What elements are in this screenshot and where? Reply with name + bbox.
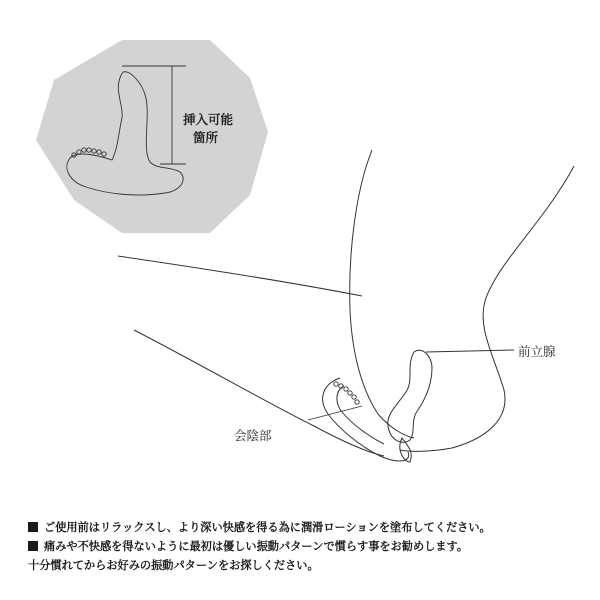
note-line-3	[28, 556, 588, 575]
perineum-label: 会陰部	[234, 428, 272, 443]
bullet-square-icon	[28, 541, 38, 551]
inset-panel	[36, 40, 268, 233]
bullet-square-icon	[28, 522, 38, 532]
note-text-3: 十分慣れてからお好みの振動パターンをお探しください。	[28, 559, 319, 572]
perineum-callout-line	[308, 406, 362, 420]
device-in-body	[323, 350, 432, 462]
thigh-line	[400, 166, 574, 451]
usage-notes	[28, 518, 588, 575]
back-line	[118, 256, 362, 296]
insertable-label-line1: 挿入可能	[183, 112, 234, 127]
insertable-label-line2: 箇所	[193, 130, 219, 145]
note-line-1	[28, 518, 588, 537]
prostate-label: 前立腺	[518, 344, 556, 359]
prostate-callout-line	[426, 350, 514, 352]
note-line-2	[28, 537, 588, 556]
note-text-1: ご使用前はリラックスし、より深い快感を得る為に潤滑ローションを塗布してください。	[44, 521, 491, 534]
note-text-2: 痛みや不快感を得ないように最初は優しい振動パターンで慣らす事をお勧めします。	[44, 540, 469, 553]
